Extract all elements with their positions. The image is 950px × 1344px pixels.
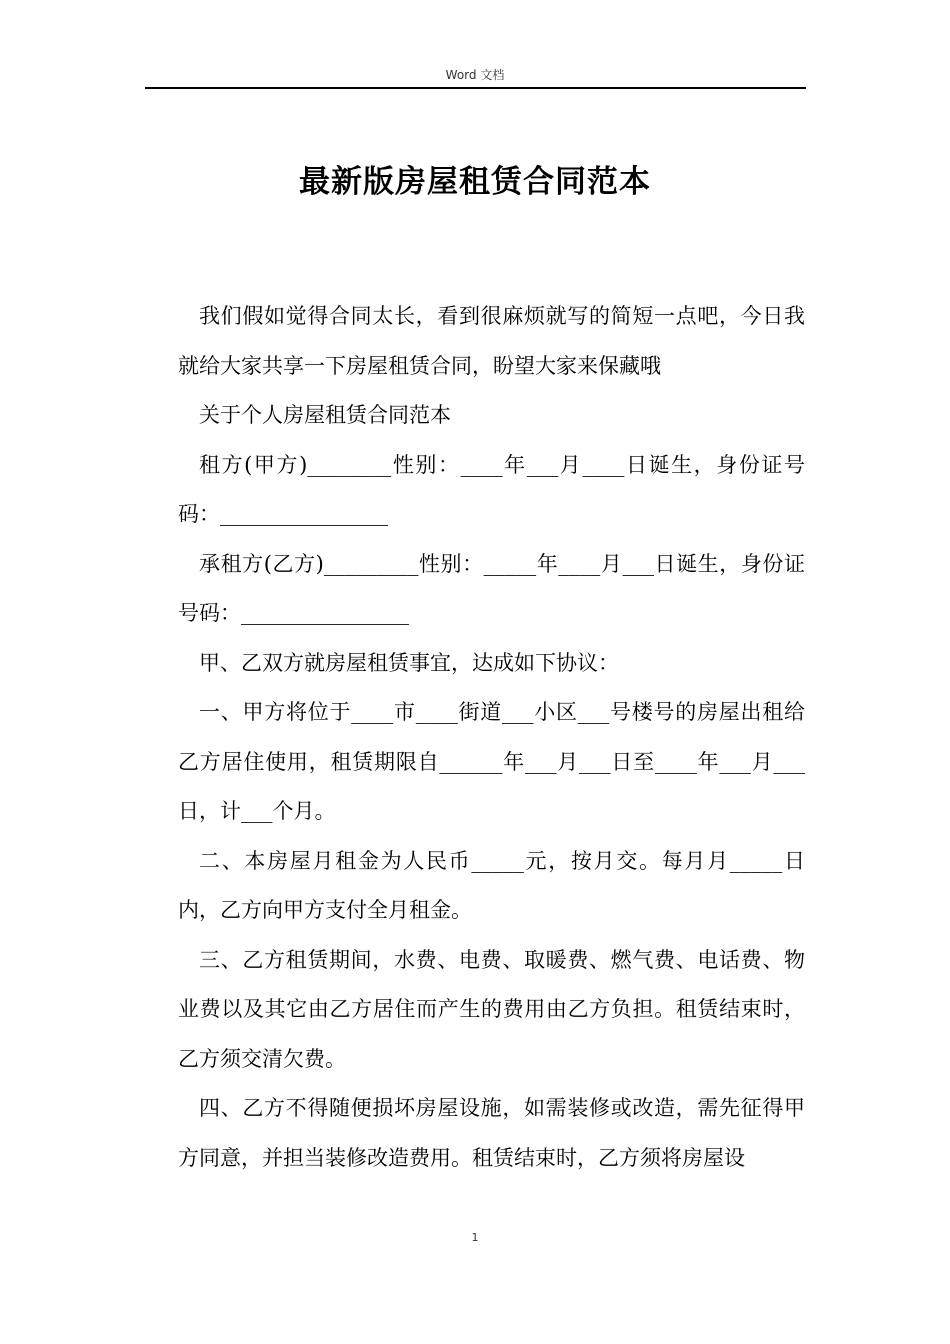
paragraph-clause-4: 四、乙方不得随便损坏房屋设施，如需装修或改造，需先征得甲方同意，并担当装修改造费用。租赁结束时，乙方须将房屋设 [178, 1096, 805, 1170]
paragraph-subtitle: 关于个人房屋租赁合同范本 [199, 403, 451, 427]
page-number: 1 [471, 1231, 479, 1244]
paragraph-clause-1: 一、甲方将位于____市____街道___小区___号楼号的房屋出租给乙方居住使用，租赁期限自______年___月___日至____年___月___日，计___个月。 [178, 700, 805, 823]
page-header-label: Word 文档 [445, 68, 505, 82]
paragraph-lessee: 承租方(乙方)_________性别：_____年____月___日诞生，身份证号码：________________ [178, 551, 805, 625]
paragraph-lessor: 租方(甲方)________性别：____年___月____日诞生，身份证号码：________________ [178, 452, 805, 526]
paragraph-agreement: 甲、乙双方就房屋租赁事宜，达成如下协议： [199, 650, 619, 675]
document-body [178, 292, 805, 1183]
paragraph-intro: 我们假如觉得合同太长，看到很麻烦就写的简短一点吧，今日我就给大家共享一下房屋租赁合同，盼望大家来保藏哦 [178, 304, 805, 378]
header-rule [145, 87, 806, 89]
paragraph-clause-3: 三、乙方租赁期间，水费、电费、取暖费、燃气费、电话费、物业费以及其它由乙方居住而产生的费用由乙方负担。租赁结束时，乙方须交清欠费。 [178, 947, 805, 1071]
document-title: 最新版房屋租赁合同范本 [299, 164, 651, 200]
paragraph-clause-2: 二、本房屋月租金为人民币_____元，按月交。每月月_____日内，乙方向甲方支付全月租金。 [178, 848, 805, 922]
